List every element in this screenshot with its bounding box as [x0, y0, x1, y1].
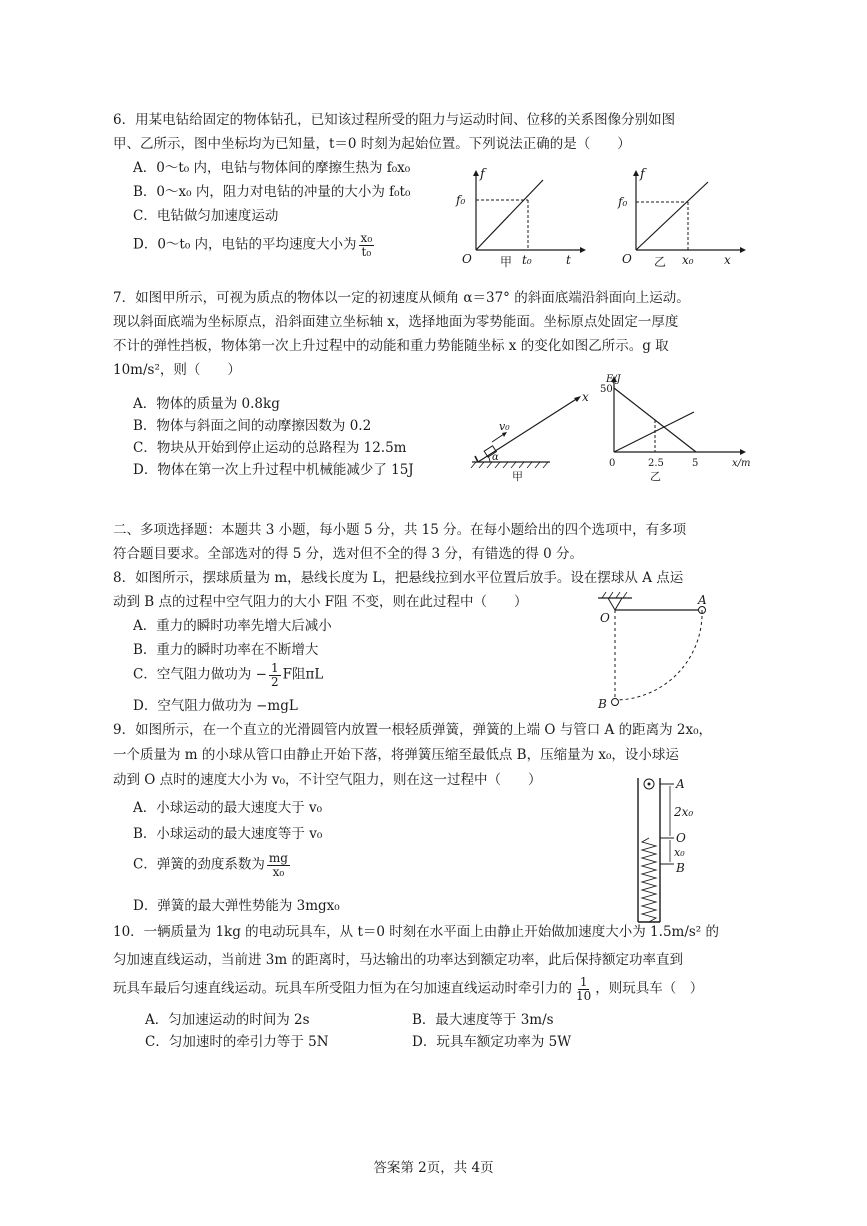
q8-option-c-text: C．空气阻力做功为 − [133, 666, 267, 683]
angle-label: α [492, 452, 499, 463]
label-a: A [698, 593, 707, 607]
q8-option-d: D．空气阻力做功为 −mgL [133, 698, 298, 714]
fraction-numerator: mg [268, 851, 288, 865]
y-tick-label: f₀ [456, 193, 466, 207]
q10-stem-fraction [574, 976, 593, 1002]
q6-stem-line-2: 甲、乙所示，图中坐标均为已知量，t＝0 时刻为起始位置。下列说法正确的是（ ） [113, 136, 631, 152]
q8-option-c [133, 662, 323, 688]
f-t-graph [448, 168, 588, 268]
q10-stem-line-1: 10．一辆质量为 1kg 的电动玩具车，从 t＝0 时刻在水平面上由静止开始做加速度大小为 1.5m/s² 的 [113, 924, 720, 940]
q8-option-b: B．重力的瞬时功率在不断增大 [133, 642, 319, 658]
origin-label: 0 [609, 458, 616, 469]
x-tick-label: t₀ [522, 253, 532, 267]
q6-option-b: B．0～x₀ 内，阻力对电钻的冲量的大小为 f₀t₀ [133, 184, 411, 200]
q10-stem-line-3-tail: ，则玩具车（ ） [595, 980, 704, 997]
label-o: O [600, 611, 610, 625]
q6-figure-yi [608, 168, 748, 268]
q8-stem-line-2: 动到 B 点的过程中空气阻力的大小 F阻 不变，则在此过程中（ ） [113, 594, 528, 610]
q10-stem-line-3 [113, 976, 703, 1002]
q6-stem-line-1: 6．用某电钻给固定的物体钻孔，已知该过程所受的阻力与运动时间、位移的关系图像分别如图 [113, 112, 676, 128]
section-2-heading-line-2: 符合题目要求。全部选对的得 5 分，选对但不全的得 3 分，有错选的得 0 分。 [113, 546, 584, 562]
x-axis-label: x/m [732, 458, 751, 469]
q7-stem-line-3: 不计的弹性挡板，物体第一次上升过程中的动能和重力势能随坐标 x 的变化如图乙所示。g 取 [113, 338, 669, 354]
x-axis-label: t [566, 253, 571, 267]
q7-option-b: B．物体与斜面之间的动摩擦因数为 0.2 [133, 418, 372, 434]
y-tick-label: 50 [600, 384, 613, 395]
y-axis-label: f [640, 167, 645, 182]
section-2-heading-line-1: 二、多项选择题：本题共 3 小题，每小题 5 分，共 15 分。在每小题给出的四个选项中，有多项 [113, 522, 687, 538]
q9-option-c-fraction [267, 852, 290, 878]
q9-option-c-text: C．弹簧的劲度系数为 [133, 856, 265, 873]
fraction-numerator: 1 [579, 975, 588, 989]
label-x0: x₀ [674, 846, 685, 859]
x-tick-end: 5 [692, 458, 699, 469]
q6-figure-jia [448, 168, 588, 268]
q6-option-c: C．电钻做匀加速度运动 [133, 208, 279, 224]
q6-option-a: A．0～t₀ 内，电钻与物体间的摩擦生热为 f₀x₀ [133, 160, 411, 176]
pendulum-diagram [592, 590, 722, 720]
q7-figure-yi [592, 374, 762, 488]
q10-stem-line-3-text: 玩具车最后匀速直线运动。玩具车所受阻力恒为在匀加速直线运动时牵引力的 [113, 980, 572, 997]
figure-caption: 乙 [650, 470, 661, 483]
fraction-denominator: x₀ [272, 864, 285, 879]
incline-diagram [456, 392, 596, 484]
q9-option-b: B．小球运动的最大速度等于 v₀ [133, 826, 323, 842]
page-footer: 答案第 2页，共 4页 [373, 1160, 494, 1176]
label-o: O [676, 831, 686, 845]
x-axis-label: x [724, 253, 731, 267]
x-tick-mid: 2.5 [648, 458, 664, 469]
q10-option-d: D．玩具车额定功率为 5W [412, 1034, 572, 1050]
q8-option-c-tail: F阻πL [282, 666, 324, 683]
fraction-denominator: 2 [270, 674, 279, 689]
q7-stem-line-2: 现以斜面底端为坐标原点，沿斜面建立坐标轴 x，选择地面为零势能面。坐标原点处固定一厚度 [113, 314, 679, 330]
energy-graph [592, 374, 762, 488]
q9-stem-line-3: 动到 O 点时的速度大小为 v₀，不计空气阻力，则在这一过程中（ ） [113, 772, 542, 788]
q8-stem-line-1: 8．如图所示，摆球质量为 m，悬线长度为 L，把悬线拉到水平位置后放手。设在摆球从 A 点运 [113, 570, 684, 586]
y-axis-label: E/J [606, 374, 621, 385]
label-b: B [598, 697, 607, 711]
q9-figure-tube [628, 772, 718, 932]
figure-caption: 甲 [500, 255, 513, 269]
f-x-graph [608, 168, 748, 268]
y-axis-label: f [480, 167, 485, 182]
q7-option-c: C．物块从开始到停止运动的总路程为 12.5m [133, 440, 407, 456]
q10-option-a: A．匀加速运动的时间为 2s [145, 1012, 310, 1028]
origin-label: O [622, 252, 632, 266]
y-tick-label: f₀ [618, 195, 628, 209]
q6-option-d-fraction [359, 232, 375, 258]
q7-option-a: A．物体的质量为 0.8kg [133, 396, 280, 412]
q7-stem-line-4: 10m/s²，则（ ） [113, 362, 241, 378]
q7-stem-line-1: 7．如图甲所示，可视为质点的物体以一定的初速度从倾角 α＝37° 的斜面底端沿斜面向上运动。 [113, 290, 690, 306]
q6-option-d-text: D．0～t₀ 内，电钻的平均速度大小为 [133, 236, 357, 253]
label-2x0: 2x₀ [674, 805, 694, 819]
figure-caption: 乙 [654, 255, 667, 269]
q9-stem-line-1: 9．如图所示，在一个直立的光滑圆管内放置一根轻质弹簧，弹簧的上端 O 与管口 A 的距离为 2x₀， [113, 722, 712, 738]
q10-option-c: C．匀加速时的牵引力等于 5N [145, 1034, 329, 1050]
label-a: A [676, 777, 685, 791]
q6-option-d [133, 232, 376, 258]
q8-option-a: A．重力的瞬时功率先增大后减小 [133, 618, 332, 634]
q8-figure-pendulum [592, 590, 722, 720]
fraction-numerator: 1 [270, 661, 279, 675]
velocity-label: v₀ [499, 420, 510, 433]
q9-option-d: D．弹簧的最大弹性势能为 3mgx₀ [133, 898, 340, 914]
q9-stem-line-2: 一个质量为 m 的小球从管口由静止开始下落，将弹簧压缩至最低点 B，压缩量为 x₀，设小球运 [113, 747, 679, 763]
axis-label: x [582, 390, 589, 404]
x-tick-label: x₀ [682, 253, 694, 267]
fraction-denominator: 10 [576, 988, 592, 1003]
fraction-numerator: x₀ [360, 231, 373, 245]
q10-stem-line-2: 匀加速直线运动，当前进 3m 的距离时，马达输出的功率达到额定功率，此后保持额定功率直到 [113, 952, 683, 968]
label-b: B [676, 861, 685, 875]
figure-caption: 甲 [512, 470, 523, 483]
tube-spring-diagram [628, 772, 718, 932]
q7-figure-jia [456, 392, 596, 484]
origin-label: O [462, 252, 472, 266]
q9-option-c [133, 852, 292, 878]
q8-option-c-fraction [269, 662, 281, 688]
q9-option-a: A．小球运动的最大速度大于 v₀ [133, 800, 323, 816]
q7-option-d: D．物体在第一次上升过程中机械能减少了 15J [133, 462, 414, 478]
fraction-denominator: t₀ [361, 244, 372, 259]
q10-option-b: B．最大速度等于 3m/s [412, 1012, 554, 1028]
